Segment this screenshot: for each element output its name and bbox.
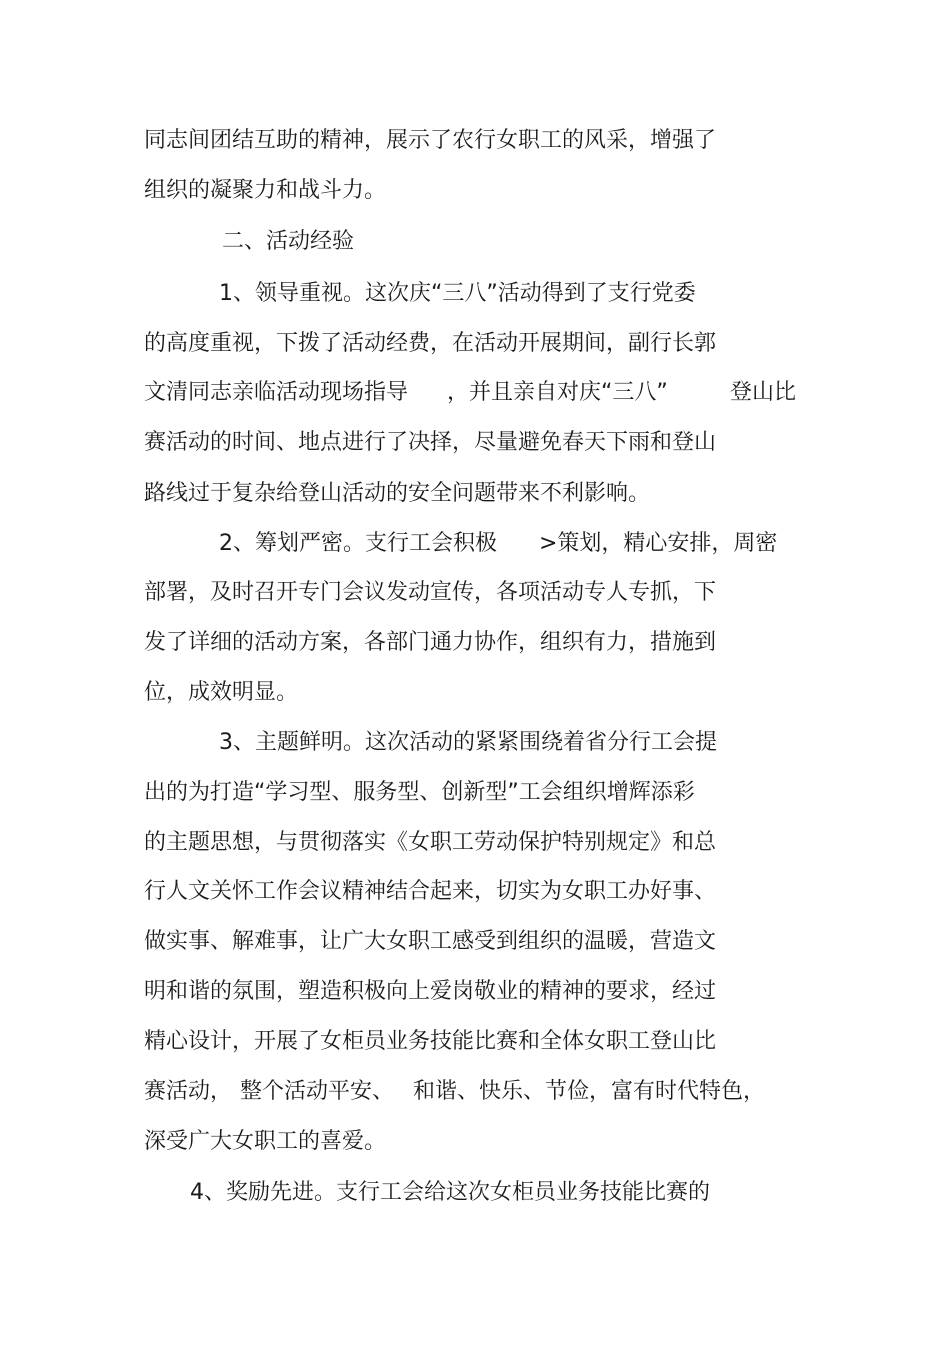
text-line: 登山比 <box>730 380 797 405</box>
text-line: 4、奖励先进。支行工会给这次女柜员业务技能比赛的 <box>190 1180 710 1205</box>
text-line: 整个活动平安、 <box>240 1079 395 1104</box>
text-line: 和谐、快乐、节俭，富有时代特色， <box>413 1079 766 1104</box>
text-line: >策划，精心安排，周密 <box>539 531 778 556</box>
text-line: 部署，及时召开专门会议发动宣传，各项活动专人专抓，下 <box>144 580 717 605</box>
text-line: 路线过于复杂给登山活动的安全问题带来不利影响。 <box>144 481 651 506</box>
text-line: 行人文关怀工作会议精神结合起来，切实为女职工办好事、 <box>144 879 717 904</box>
text-line: 深受广大女职工的喜爱。 <box>144 1129 387 1154</box>
text-line: 1、领导重视。这次庆“三八”活动得到了支行党委 <box>219 281 696 306</box>
text-line: 明和谐的氛围，塑造积极向上爱岗敬业的精神的要求，经过 <box>144 979 717 1004</box>
text-line: 组织的凝聚力和战斗力。 <box>144 178 387 203</box>
text-line: 位，成效明显。 <box>144 680 299 705</box>
text-line: 3、主题鲜明。这次活动的紧紧围绕着省分行工会提 <box>219 730 717 755</box>
text-line: 做实事、解难事，让广大女职工感受到组织的温暖，营造文 <box>144 929 717 954</box>
text-line: 出的为打造“学习型、服务型、创新型”工会组织增辉添彩 <box>144 780 695 805</box>
text-line: 同志间团结互助的精神，展示了农行女职工的风采，增强了 <box>144 128 717 153</box>
section-heading: 二、活动经验 <box>222 229 355 254</box>
text-line: 的主题思想，与贯彻落实《女职工劳动保护特别规定》和总 <box>144 830 717 855</box>
text-line: 精心设计，开展了女柜员业务技能比赛和全体女职工登山比 <box>144 1029 717 1054</box>
text-line: 赛活动， <box>144 1079 233 1104</box>
text-line: 赛活动的时间、地点进行了决择，尽量避免春天下雨和登山 <box>144 430 717 455</box>
text-line: 的高度重视，下拨了活动经费，在活动开展期间，副行长郭 <box>144 331 717 356</box>
text-line: 发了详细的活动方案，各部门通力协作，组织有力，措施到 <box>144 630 717 655</box>
text-line: 文清同志亲临活动现场指导 <box>144 380 409 405</box>
text-line: ，并且亲自对庆“三八” <box>447 380 668 405</box>
text-line: 2、筹划严密。支行工会积极 <box>219 531 497 556</box>
